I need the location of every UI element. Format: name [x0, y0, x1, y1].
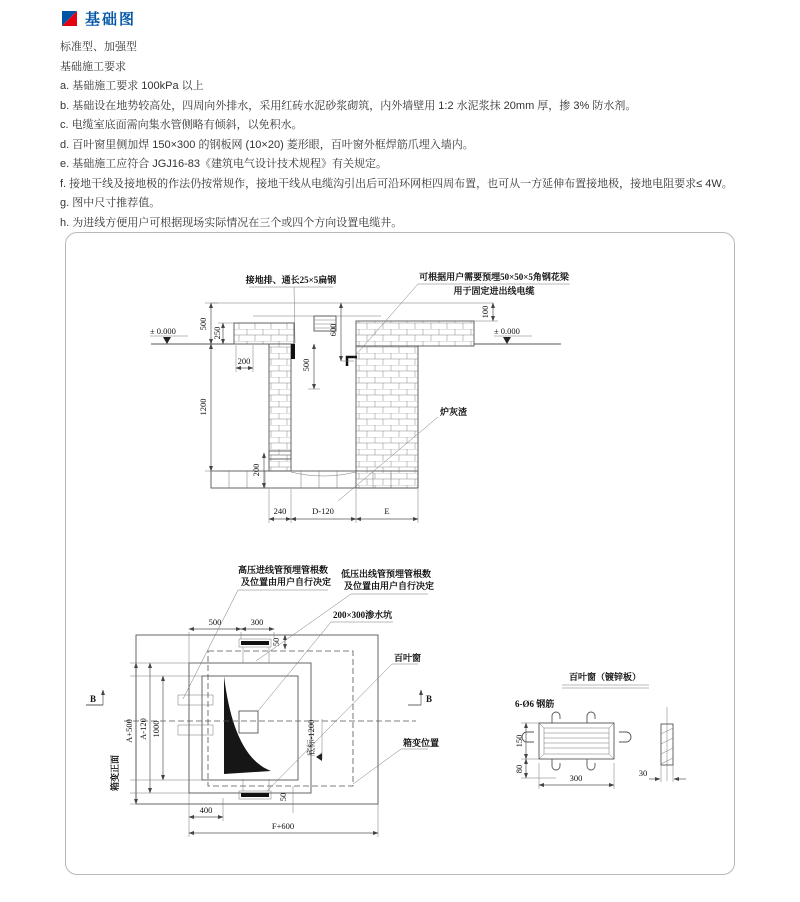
louver-leader — [267, 664, 392, 791]
louver-title-rules — [562, 685, 649, 688]
pit-label: 200×300渗水坑 — [333, 610, 393, 620]
louver-frame-bevels — [539, 723, 614, 759]
box-pos-leader — [353, 749, 401, 784]
seep-pit — [239, 711, 258, 733]
hv-label-1: 高压进线管预埋管根数 — [237, 565, 329, 575]
note-type-line: 标准型、加强型 — [60, 41, 137, 53]
dim-200-overhang: 200 — [237, 356, 251, 366]
note-item-e: e. 基础施工应符合 JGJ16-83《建筑电气设计技术规程》有关规定。 — [60, 158, 387, 170]
dim-A500: A+500 — [124, 719, 134, 743]
dim-1200: 1200 — [198, 398, 208, 416]
plan-louver-top-bar — [241, 641, 269, 645]
lv-label-1: 低压出线管预埋管根数 — [340, 569, 432, 579]
note-item-h: h. 为进线方便用户可根据现场实际情况在三个或四个方向设置电缆井。 — [60, 216, 403, 229]
dim-80: 80 — [514, 764, 524, 774]
hook-top-right — [587, 712, 595, 723]
dim-ext-bottom — [269, 489, 418, 523]
dim-500-inner: 500 — [301, 358, 311, 372]
dim-100: 100 — [480, 305, 490, 319]
foundation-ring-outer — [189, 663, 311, 793]
hook-top-left — [552, 712, 560, 723]
angle-beam-label-2: 用于固定进出线电缆 — [453, 286, 535, 296]
note-heading: 基础施工要求 — [60, 60, 126, 73]
hook-bottom-left — [552, 759, 560, 770]
slope-indicator — [224, 676, 271, 774]
note-item-b: b. 基础设在地势较高处，四周向外排水，采用红砖水泥砂浆砌筑，内外墙壁用 1:2 水泥浆抹 20mm 厚，掺 3% 防水剂。 — [60, 99, 637, 112]
right-wall — [356, 346, 418, 488]
dim-D120: D-120 — [312, 506, 334, 516]
right-top-slab — [356, 321, 474, 346]
dim-240: 240 — [273, 506, 287, 516]
level-left-label: ± 0.000 — [150, 326, 176, 336]
dim-400: 400 — [199, 805, 213, 815]
section-marker-icon — [62, 11, 77, 26]
dim-F600: F+600 — [271, 821, 295, 831]
dim-1000: 1000 — [151, 720, 161, 738]
dim-300-plan: 300 — [250, 617, 264, 627]
dim-500-left: 500 — [198, 317, 208, 331]
left-wall — [269, 344, 291, 471]
dim-300: 300 — [569, 773, 583, 783]
louver-front-inner — [544, 728, 609, 754]
note-item-a: a. 基础施工要求 100kPa 以上 — [60, 80, 204, 92]
dim-E: E — [384, 506, 390, 516]
section-b-right: B — [425, 694, 433, 704]
drawing-panel — [65, 232, 735, 875]
dim-A120: A-120 — [138, 718, 148, 740]
dim-200-bottom: 200 — [251, 463, 261, 477]
floor-level-label: 底标-1200 — [306, 719, 316, 757]
plan-louver-top-sides — [243, 647, 269, 663]
section-b-left: B — [89, 694, 97, 704]
louver-detail-title: 百叶窗（镀锌板） — [568, 672, 642, 682]
louver-slats — [544, 733, 609, 748]
plan-louver-bottom-sides — [243, 779, 269, 791]
level-right-label: ± 0.000 — [494, 326, 520, 336]
louver-label: 百叶窗 — [394, 653, 422, 663]
plan-louver-bottom-bar — [241, 793, 269, 797]
box-front-label: 箱变正面 — [110, 754, 120, 792]
hv-label-2: 及位置由用户自行决定 — [240, 577, 332, 587]
level-left-marker — [163, 337, 171, 344]
rebar-label: 6-Ø6 钢筋 — [515, 699, 555, 709]
dim-250: 250 — [212, 326, 222, 340]
note-item-d: d. 百叶窗里侧加焊 150×300 的钢板网 (10×20) 菱形眼，百叶窗外框焊筋爪埋入墙内。 — [60, 138, 474, 151]
ground-bar-label: 接地排、通长25×5扁钢 — [245, 275, 337, 285]
hv-leader — [183, 590, 238, 699]
angle-steel-bracket — [347, 357, 357, 366]
hook-bottom-right — [587, 759, 595, 770]
page-header — [62, 8, 136, 29]
dim-600: 600 — [328, 323, 338, 337]
louver-front-frame — [539, 723, 614, 759]
box-pos-label: 箱变位置 — [403, 738, 440, 748]
left-top-slab — [234, 323, 294, 344]
section-view — [150, 271, 570, 523]
dim-30: 30 — [638, 768, 648, 778]
dim-ext-top — [189, 632, 274, 663]
plan-view — [86, 564, 439, 837]
dim-50-bottom: 50 — [278, 792, 288, 802]
dim-50-top: 50 — [271, 637, 281, 647]
note-item-f: f. 接地干线及接地极的作法仍按常规作，接地干线从电缆沟引出后可沿环网柜四周布置，也可从一方延伸布置接地极，接地电阻要求≤ 4W。 — [60, 177, 733, 190]
lv-label-2: 及位置由用户自行决定 — [343, 581, 435, 591]
notes-section — [60, 38, 798, 233]
dim-500-plan: 500 — [208, 617, 222, 627]
level-right-marker — [503, 337, 511, 344]
louver-detail — [514, 671, 686, 789]
floor-level-marker — [316, 753, 322, 761]
ground-bar-steel — [291, 344, 295, 359]
ash-label: 炉灰渣 — [440, 407, 468, 417]
foundation-drawing — [66, 233, 734, 874]
note-item-c: c. 电缆室底面需向集水管侧略有倾斜，以免积水。 — [60, 119, 303, 131]
hook-right — [619, 732, 631, 742]
angle-beam-label-1: 可根据用户需要预埋50×50×5角钢花梁 — [419, 272, 569, 282]
page-title: 基础图 — [85, 11, 137, 28]
dim-150: 150 — [514, 734, 524, 748]
note-item-g: g. 图中尺寸推荐值。 — [60, 197, 161, 209]
